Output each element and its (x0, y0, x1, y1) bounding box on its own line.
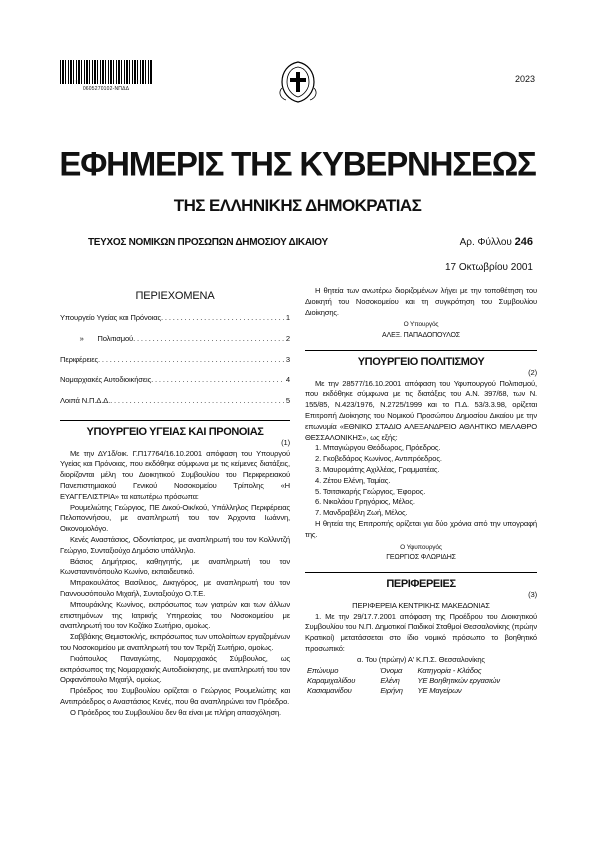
masthead-subtitle: ΤΗΣ ΕΛΛΗΝΙΚΗΣ ΔΗΜΟΚΡΑΤΙΑΣ (173, 196, 422, 215)
barcode (60, 60, 152, 84)
table-header (305, 666, 537, 676)
table-cell: ΥΕ Μαγείρων (417, 685, 462, 695)
signature-name: ΓΕΩΡΓΙΟΣ ΦΛΩΡΙΔΗΣ (386, 554, 456, 562)
item-number: (1) (281, 437, 290, 447)
list-item: 7. Μανδραβέλη Ζωή, Μέλος. (315, 508, 408, 518)
table-cell: Ειρήνη (380, 685, 403, 695)
list-item: 5. Τσιτσικαρής Γεώργιος, Έφορος. (315, 486, 426, 496)
coat-of-arms-icon (274, 58, 322, 106)
list-item: 4. Ζέτου Ελένη, Ταμίας. (315, 475, 391, 485)
paragraph: Κενές Αναστάσιος, Οδοντίατρος, με αναπληρωτή του τον Κολλιντζή Γεώργιο, Συνταξιούχο Δημόσιο υπάλληλο. (60, 534, 290, 555)
column-header: Επώνυμο (307, 665, 339, 675)
paragraph: Ο Πρόεδρος του Συμβουλίου δεν θα είναι με πλήρη απασχόληση. (70, 707, 282, 717)
list-item: 3. Μαυρομάτης Αχιλλέας, Γραμματέας. (315, 464, 440, 474)
toc-item[interactable]: Λοιπά Ν.Π.Δ.Δ. . . . 5 (60, 396, 290, 407)
paragraph: Με την 28577/16.10.2001 απόφαση του Υφυπουργού Πολιτισμού, που εκδόθηκε σύμφωνα με τις διατάξεις του Α.Ν. 397/68, των Ν. 155/85, Ν.423/1976, Ν.2725/1999 και το Π.Δ. 53/3.3.98, ορίζεται Επιτροπή Διοίκησης του Νομικού Προσώπου Δημοσίου Δικαίου με την επωνυμία «ΕΘΝΙΚΟ ΣΤΑΔΙΟ ΑΛΕΞΑΝΔΡΕΙΟ ΑΘΛΗΤΙΚΟ ΜΕΛΑΘΡΟ ΘΕΣΣΑΛΟΝΙΚΗΣ», ως εξής: (305, 378, 537, 442)
section-health (60, 420, 290, 719)
subsection-label: α. Του (πρώην) Α' Κ.Π.Σ. Θεσσαλονίκης (357, 654, 485, 664)
toc-title: ΠΕΡΙΕΧΟΜΕΝΑ (135, 290, 215, 302)
right-column (305, 286, 537, 696)
table-row (305, 676, 537, 686)
paragraph: Βάσιος Δημήτριος, καθηγητής, με αναπληρωτή του τον Κωνσταντινόπουλο Κωνίνο, εκπαιδευτικό. (60, 556, 290, 577)
paragraph: 1. Με την 29/17.7.2001 απόφαση της Προέδρου του Διοικητικού Συμβουλίου του Ν.Π. Δημοτικοί Παιδικοί Σταθμοί Θεσσαλονίκης (πρώην Κρατικοί) μετατάσσεται στο ίδιο νομικό πρόσωπο το βοηθητικό προσωπικό: (305, 611, 537, 653)
signature-role: Ο Υφυπουργός (400, 543, 442, 551)
table-of-contents (60, 313, 290, 417)
staff-table (305, 666, 537, 696)
list-item: 2. Γκοβεδάρος Κωνίνος, Αντιπρόεδρος. (315, 454, 442, 464)
column-header: Όνομα (380, 665, 403, 675)
series-title: ΤΕΥΧΟΣ ΝΟΜΙΚΩΝ ΠΡΟΣΩΠΩΝ ΔΗΜΟΣΙΟΥ ΔΙΚΑΙΟΥ (88, 237, 328, 248)
year: 2023 (514, 74, 535, 84)
toc-item[interactable]: Νομαρχιακές Αυτοδιοικήσεις . . . 4 (60, 375, 290, 386)
paragraph: Η θητεία των ανωτέρω διοριζομένων λήγει με την τοποθέτηση του Διοικητή του Νοσοκομείου και τη συγκρότηση του Συμβουλίου Διοίκησης. (305, 286, 537, 317)
table-row (305, 686, 537, 696)
signature-role: Ο Υπουργός (403, 321, 439, 329)
signature-name: ΑΛΕΞ. ΠΑΠΑΔΟΠΟΥΛΟΣ (382, 332, 460, 340)
toc-item[interactable]: Περιφέρειες . . . 3 (60, 355, 290, 366)
table-cell: Κασιαμανίδου (307, 685, 352, 695)
committee-list (305, 443, 537, 519)
paragraph: Με την ΔΥ1δ/οικ. Γ.Π17764/16.10.2001 απόφαση του Υπουργού Υγείας και Πρόνοιας, που εκδόθηκε σύμφωνα με τις κείμενες διατάξεις, διορίζονται μέλη του Διοικητικού Συμβουλίου του Περιφερειακού Πανεπιστημιακού Γενικού Νοσοκομείου Τρίπολης «Η ΕΥΑΓΓΕΛΙΣΤΡΙΑ» τα κατωτέρω πρόσωπα: (60, 448, 290, 501)
column-header: Κατηγορία - Κλάδος (417, 665, 482, 675)
paragraph: Πρόεδρος του Συμβουλίου ορίζεται ο Γεώργιος Ρουμελιώτης και Αντιπρόεδρος ο Αναστάσιος Κενές, που θα αναπληρώνει τον Πρόεδρο. (60, 686, 290, 706)
paragraph: Σαββάκης Θεμιστοκλής, εκπρόσωπος των υπολοίπων εργαζομένων του Νοσοκομείου με αναπληρωτή του τον Τεριζή Σωτήριο, ομοίως. (60, 632, 290, 652)
item-number: (2) (528, 367, 537, 377)
paragraph: Ρουμελιώτης Γεώργιος, ΠΕ Δικού-Οικ/κού, Υπάλληλος Περιφέρειας Πελοποννήσου, με αναπληρωτή του τον Άρχοντα Ιωάννη, Οικονομολόγο. (60, 502, 290, 534)
list-item: 6. Νικολάου Γρηγόριος, Μέλος. (315, 497, 415, 507)
paragraph: Η θητεία της Επιτροπής ορίζεται για δύο χρόνια από την υπογραφή της. (305, 518, 537, 539)
list-item: 1. Μπαγιώργου Θεόδωρος, Πρόεδρος. (315, 443, 441, 453)
table-cell: Καραμιχαλίδου (307, 675, 356, 685)
masthead: ΕΦΗΜΕΡΙΣ ΤΗΣ ΚΥΒΕΡΝΗΣΕΩΣ (59, 144, 536, 183)
item-number: (3) (528, 589, 537, 599)
section-heading: ΠΕΡΙΦΕΡΕΙΕΣ (386, 578, 456, 591)
paragraph: Γκιόπουλος Παναγιώτης, Νομαρχιακός Σύμβουλος, ως εκπρόσωπος της Νομαρχιακής Αυτοδιοίκησης, με αναπληρωτή του τον Ορφανόπουλο Μιχαήλ, ομοίως. (60, 653, 290, 685)
paragraph: Μπουράκλης Κωνίνος, εκπρόσωπος των γιατρών και των άλλων επιστημόνων της Ιατρικής Υπηρεσίας του Νοσοκομείου με αναπληρωτή του τον Κοζάκο Σωτήριο, ομοίως. (60, 599, 290, 631)
divider (60, 420, 290, 421)
table-cell: Ελένη (380, 675, 400, 685)
paragraph: Μπρακουλάτος Βασίλειος, Δικηγόρος, με αναπληρωτή του τον Γιαννουσόπουλο Μιχαήλ, Συνταξιούχο Ο.Τ.Ε. (60, 578, 290, 598)
table-cell: ΥΕ Βοηθητικών εργασιών (417, 675, 501, 685)
section-heading: ΥΠΟΥΡΓΕΙΟ ΠΟΛΙΤΙΣΜΟΥ (357, 355, 485, 368)
region-subheading: ΠΕΡΙΦΕΡΕΙΑ ΚΕΝΤΡΙΚΗΣ ΜΑΚΕΔΟΝΙΑΣ (352, 600, 490, 610)
divider (305, 572, 537, 573)
issue-date: 17 Οκτωβρίου 2001 (444, 262, 533, 273)
section-heading: ΥΠΟΥΡΓΕΙΟ ΥΓΕΙΑΣ ΚΑΙ ΠΡΟΝΟΙΑΣ (86, 426, 264, 438)
divider (305, 350, 537, 351)
barcode-number: 0605270102-ΝΠΔΔ (82, 86, 130, 92)
toc-item[interactable]: Υπουργείο Υγείας και Πρόνοιας . . . 1 (60, 313, 290, 324)
toc-item[interactable]: » Πολιτισμού . . . 2 (60, 334, 290, 345)
issue-number: Αρ. Φύλλου 246 (459, 236, 533, 248)
